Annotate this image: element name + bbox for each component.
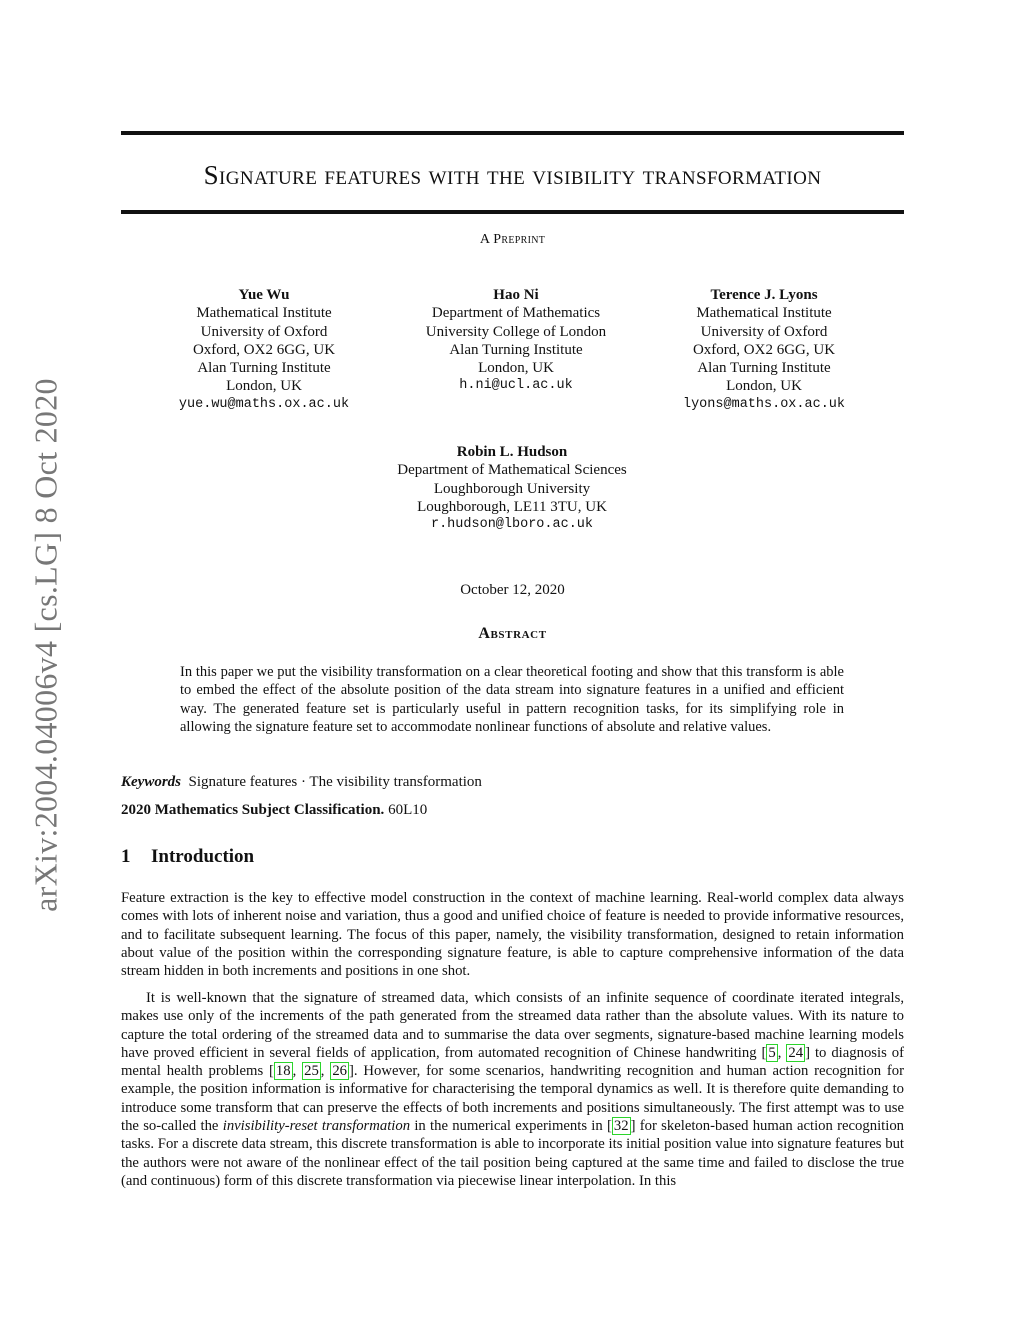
affiliation-line: Department of Mathematical Sciences [397,462,627,479]
top-rule [121,131,904,135]
paragraph-text: ]. However, for some scenarios, handwriting recognition and human action recognition for example, the position information is informative for characterising the temporal dynamics as well. It is therefore quite demanding to introduce some transform that can preserve the effects of both increments and positions simultaneously. The first attempt was to use the so-called the [121,1063,905,1135]
paper-title: Signature features with the visibility transformation [203,160,822,190]
affiliation-line: Alan Turning Institute [197,360,331,377]
affiliation-line: University of Oxford [200,323,328,340]
paragraph-text: ] for skeleton-based human action recognition tasks. For a discrete data stream, this discrete transformation is able to incorporate its initial position value into signature features but the authors were not aware of the nonlinear effect of the tail position being captured at the same time and failed to disclose the true (and continuous) form of this discrete transformation via piecewise linear interpolation. In this [121,1118,905,1189]
author-block [646,286,882,414]
section-title: Introduction [151,846,255,867]
affiliation-line: Loughborough, LE11 3TU, UK [417,498,607,515]
affiliation-line: London, UK [726,378,802,395]
abstract-text: In this paper we put the visibility transformation on a clear theoretical footing and show that this transform is able to embed the effect of the absolute position of the data stream into signature features in a unified and efficient way. The generated feature set is particularly useful in pattern recognition tasks, for its simplifying role in allowing the signature feature set to accommodate nonlinear functions of absolute and relative values. [180,664,844,735]
keywords-label: Keywords [121,774,181,790]
paragraph-text: Feature extraction is the key to effective model construction in the context of machine learning. Real-world complex data always comes with lots of inherent noise and variation, thus a good and unified choice of feature is needed to provide informative resources, and to facilitate subsequent learning. The focus of this paper, namely, the visibility transformation, designed to retain information about value of the position within the corresponding signature feature, is able to capture comprehensive information of the data stream hidden in both increments and positions in one shot. [121,890,904,980]
keywords-line [121,774,482,791]
affiliation-line: London, UK [478,360,554,377]
affiliation-line: Mathematical Institute [696,305,832,322]
paragraph-text: It is well-known that the signature of streamed data, which consists of an infinite sequence of coordinate iterated integrals, makes use only of the increments of the path generated from the streamed data rather than the absolute values. With its nature to capture the total ordering of the streamed data and to summarise the data over segments, signature-based machine learning models have proved efficient in several fields of application, from automated recognition of Chinese handwriting [ [121,990,904,1061]
author-block [398,286,634,396]
abstract-heading: Abstract [478,625,547,642]
preprint-label: A Preprint [479,232,546,247]
affiliation-line: Alan Turning Institute [449,341,583,358]
author-email[interactable]: lyons@maths.ox.ac.uk [682,396,846,412]
author-name: Robin L. Hudson [456,444,568,460]
author-name: Terence J. Lyons [710,287,818,303]
author-email[interactable]: h.ni@ucl.ac.uk [459,378,573,394]
citation-separator: , [320,1063,331,1080]
paper-date: October 12, 2020 [460,582,565,598]
affiliation-line: University College of London [425,323,607,340]
citation-link[interactable]: 24 [788,1044,804,1061]
author-block [146,286,382,414]
affiliation-line: Mathematical Institute [196,305,332,322]
paragraph-text: in the numerical experiments in [ [410,1118,612,1135]
affiliation-line: Department of Mathematics [431,305,601,322]
author-block [362,443,662,534]
paragraph-text: ] to diagnosis of mental health problems [ [121,1044,905,1080]
affiliation-line: London, UK [226,378,302,395]
keywords-text: Signature features · The visibility transformation [188,774,482,790]
citation-link[interactable]: 32 [613,1118,629,1135]
affiliation-line: Alan Turning Institute [697,360,831,377]
section-heading [121,846,254,868]
intro-paragraph-2 [121,989,904,1190]
msc-line [121,802,427,819]
citation-link[interactable]: 5 [768,1044,776,1061]
affiliation-line: Loughborough University [433,480,591,497]
citation-separator: , [292,1063,303,1080]
affiliation-line: Oxford, OX2 6GG, UK [192,341,336,358]
citation-link[interactable]: 25 [304,1063,319,1080]
title-bottom-rule [121,210,904,214]
affiliation-line: Oxford, OX2 6GG, UK [692,341,836,358]
affiliation-line: University of Oxford [700,323,828,340]
citation-link[interactable]: 18 [275,1063,291,1080]
msc-label: 2020 Mathematics Subject Classification. [121,802,385,818]
section-number: 1 [121,846,131,867]
msc-value: 60L10 [388,802,428,818]
arxiv-stamp: arXiv:2004.04006v4 [cs.LG] 8 Oct 2020 [27,378,64,912]
author-email[interactable]: yue.wu@maths.ox.ac.uk [178,396,350,412]
author-name: Hao Ni [493,287,539,303]
emphasized-term: invisibility-reset transformation [222,1118,411,1135]
author-name: Yue Wu [238,287,290,303]
intro-paragraph-1 [121,889,904,980]
citation-link[interactable]: 26 [332,1063,347,1080]
citation-separator: , [777,1044,787,1061]
author-email[interactable]: r.hudson@lboro.ac.uk [430,517,594,533]
